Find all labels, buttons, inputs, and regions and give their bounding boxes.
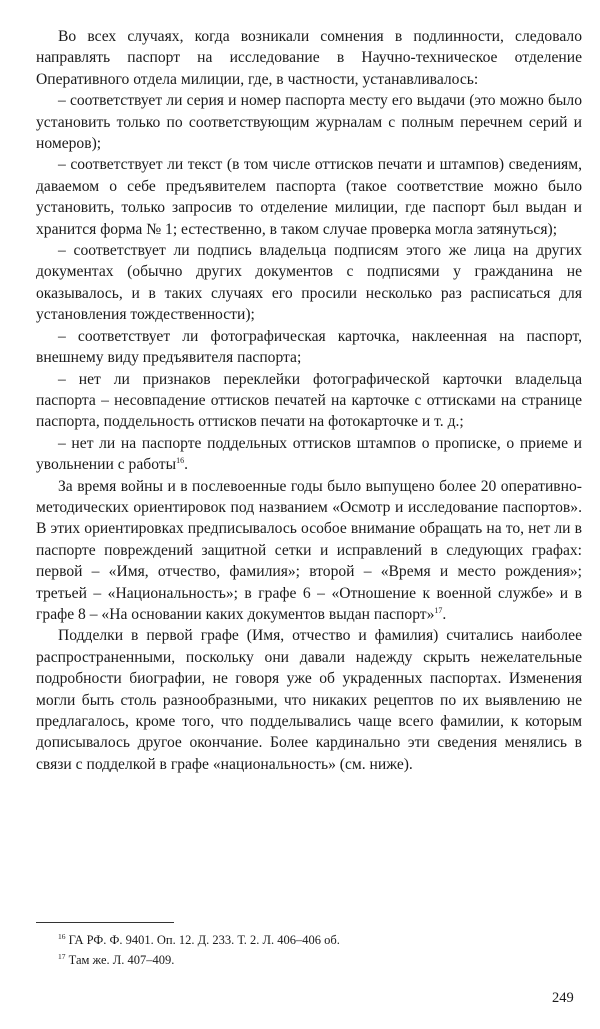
paragraph-item-stamps: – нет ли на паспорте поддельных оттисков штампов о прописке, о приеме и увольнении с работы$^{16}$. <box>36 434 582 474</box>
footnote-16: $^{16}$ ГА РФ. Ф. 9401. Оп. 12. Д. 233. Т. 2. Л. 406–406 об. <box>58 931 340 947</box>
paragraph-forgeries: Подделки в первой графе (Имя, отчество и фамилия) считались наиболее распространенными, поскольку они давали надежду скрыть нежелательные подробности биографии, не говоря уже об украденных паспортах. Изменения могли быть столь разнообразными, что никаких рецептов по их выявлению не предлагалось, кроме того, что подделывались чаще всего фамилии, к которым дописывалось другое окончание. Более кардинально эти сведения менялись в связи с подделкой в графе «национальность» (см. ниже). <box>36 627 582 773</box>
footnote-17: $^{17}$ Там же. Л. 407–409. <box>58 951 175 967</box>
footnote-ref-17: 17 <box>434 605 443 615</box>
footnotes <box>36 930 582 970</box>
page-number: 249 <box>552 990 574 1006</box>
paragraph-intro: Во всех случаях, когда возникали сомнения в подлинности, следовало направлять паспорт на исследование в Научно-техническое отделение Оперативного отдела милиции, где, в частности, устанавливалось: <box>36 28 582 88</box>
paragraph-orientations: За время войны и в послевоенные годы было выпущено более 20 оперативно-методических ориентировок под названием «Осмотр и исследование паспортов». В этих ориентировках предписывалось особое внимание обращать на то, нет ли в паспорте повреждений защитной сетки и исправлений в следующих графах: первой – «Имя, отчество, фамилия»; второй – «Время и место рождения»; третьей – «Национальность»; в графе 6 – «Отношение к военной службе» и в графе 8 – «На основании каких документов выдан паспорт»$^{17}$. <box>36 477 582 623</box>
paragraph-item-text: – соответствует ли текст (в том числе оттисков печати и штампов) сведениям, даваемом о себе предъявителем паспорта (такое соответствие можно было установить, только запросив то отделение милиции, где паспорт был выдан и хранится форма № 1; естественно, в таком случае проверка могла затянуться); <box>36 156 582 238</box>
footnote-ref-16: 16 <box>176 455 185 465</box>
footnote-divider <box>36 922 174 923</box>
page-body <box>36 26 582 775</box>
paragraph-item-series: – соответствует ли серия и номер паспорта месту его выдачи (это можно было установить только по соответствующим журналам с полным перечнем серий и номеров); <box>36 92 582 153</box>
paragraph-item-signature: – соответствует ли подпись владельца подписям этого же лица на других документах (обычно других документов с подписями у гражданина не оказывалось, и в таких случаях его просили несколько раз расписаться для установления тождественности); <box>36 242 582 324</box>
main-text <box>36 26 582 775</box>
paragraph-item-photo-reglue: – нет ли признаков переклейки фотографической карточки владельца паспорта – несовпадение оттисков печатей на карточке с оттисками на странице паспорта, поддельность оттисков печати на фотокарточке и т. д.; <box>36 370 582 431</box>
paragraph-item-photo: – соответствует ли фотографическая карточка, наклеенная на паспорт, внешнему виду предъявителя паспорта; <box>36 327 582 367</box>
